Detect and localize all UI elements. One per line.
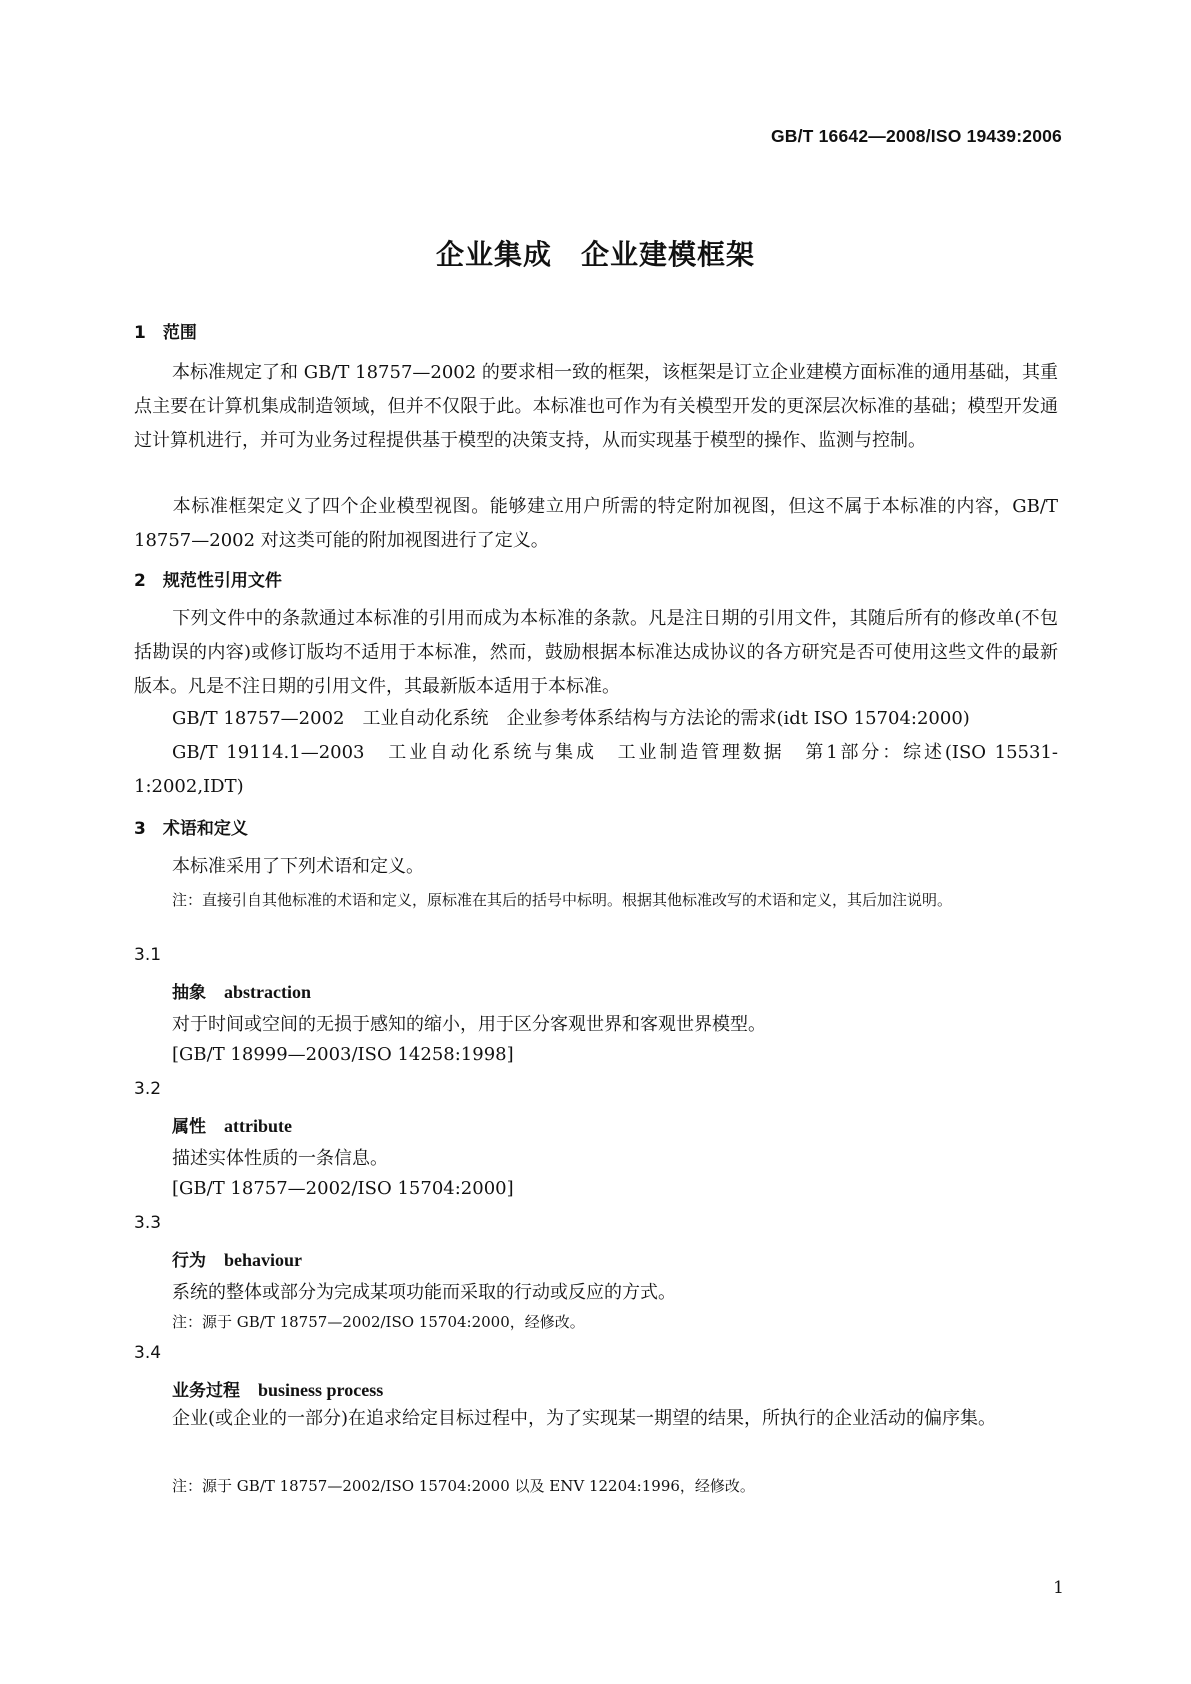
section-heading-scope: 1 范围 — [134, 323, 197, 343]
scope-paragraph-1-text: 本标准规定了和 GB/T 18757—2002 的要求相一致的框架，该框架是订立企业建模方面标准的通用基础，其重点主要在计算机集成制造领域，但并不仅限于此。本标准也可作为有关模型开发的更深层次标准的基础；模型开发通过计算机进行，并可为业务过程提供基于模型的决策支持，从而实现基于模型的操作、监测与控制。 — [134, 362, 1058, 451]
term-en: business process — [258, 1380, 384, 1400]
term-number: 3.4 — [134, 1343, 162, 1363]
term-source: [GB/T 18999—2003/ISO 14258:1998] — [172, 1044, 514, 1065]
term-definition — [134, 1402, 1058, 1436]
term-heading — [172, 1112, 292, 1137]
term-zh: 抽象 — [172, 983, 206, 1003]
reference-item-1 — [134, 702, 1058, 736]
reference-item-1-text: GB/T 18757—2002 工业自动化系统 企业参考体系结构与方法论的需求(idt ISO 15704:2000) — [172, 708, 970, 729]
term-en: attribute — [224, 1116, 292, 1136]
term-en: abstraction — [224, 982, 311, 1002]
section-heading-normative-references: 2 规范性引用文件 — [134, 571, 282, 591]
term-zh: 行为 — [172, 1251, 206, 1271]
term-definition: 描述实体性质的一条信息。 — [172, 1148, 388, 1169]
term-definition: 系统的整体或部分为完成某项功能而采取的行动或反应的方式。 — [172, 1282, 676, 1303]
scope-paragraph-1 — [134, 356, 1058, 458]
scope-paragraph-2 — [134, 490, 1058, 558]
term-zh: 属性 — [172, 1117, 206, 1137]
term-note: 注：源于 GB/T 18757—2002/ISO 15704:2000，经修改。 — [172, 1313, 585, 1331]
term-number: 3.2 — [134, 1079, 162, 1099]
term-definition: 对于时间或空间的无损于感知的缩小，用于区分客观世界和客观世界模型。 — [172, 1014, 766, 1035]
term-definition-text: 企业(或企业的一部分)在追求给定目标过程中，为了实现某一期望的结果，所执行的企业活动的偏序集。 — [172, 1408, 997, 1429]
scope-paragraph-2-text: 本标准框架定义了四个企业模型视图。能够建立用户所需的特定附加视图，但这不属于本标准的内容，GB/T 18757—2002 对这类可能的附加视图进行了定义。 — [134, 496, 1058, 551]
terms-note: 注：直接引自其他标准的术语和定义，原标准在其后的括号中标明。根据其他标准改写的术语和定义，其后加注说明。 — [172, 891, 953, 909]
term-source: [GB/T 18757—2002/ISO 15704:2000] — [172, 1178, 514, 1199]
term-heading — [172, 1246, 302, 1271]
references-paragraph — [134, 602, 1058, 704]
term-zh: 业务过程 — [172, 1381, 240, 1401]
term-number: 3.1 — [134, 945, 162, 965]
reference-item-2 — [134, 736, 1058, 804]
reference-item-2-text: GB/T 19114.1—2003 工业自动化系统与集成 工业制造管理数据 第1部分：综述(ISO 15531-1:2002,IDT) — [134, 742, 1058, 797]
document-title: 企业集成 企业建模框架 — [435, 238, 755, 271]
section-heading-terms: 3 术语和定义 — [134, 819, 248, 839]
page-number: 1 — [1053, 1578, 1064, 1598]
standard-code: GB/T 16642—2008/ISO 19439:2006 — [770, 126, 1062, 146]
term-en: behaviour — [224, 1250, 303, 1270]
references-paragraph-text: 下列文件中的条款通过本标准的引用而成为本标准的条款。凡是注日期的引用文件，其随后所有的修改单(不包括勘误的内容)或修订版均不适用于本标准，然而，鼓励根据本标准达成协议的各方研究是否可使用这些文件的最新版本。凡是不注日期的引用文件，其最新版本适用于本标准。 — [134, 608, 1058, 697]
terms-intro: 本标准采用了下列术语和定义。 — [172, 856, 424, 877]
term-number: 3.3 — [134, 1213, 162, 1233]
term-note: 注：源于 GB/T 18757—2002/ISO 15704:2000 以及 ENV 12204:1996，经修改。 — [172, 1477, 755, 1495]
term-heading — [172, 978, 311, 1003]
term-heading — [172, 1376, 383, 1401]
